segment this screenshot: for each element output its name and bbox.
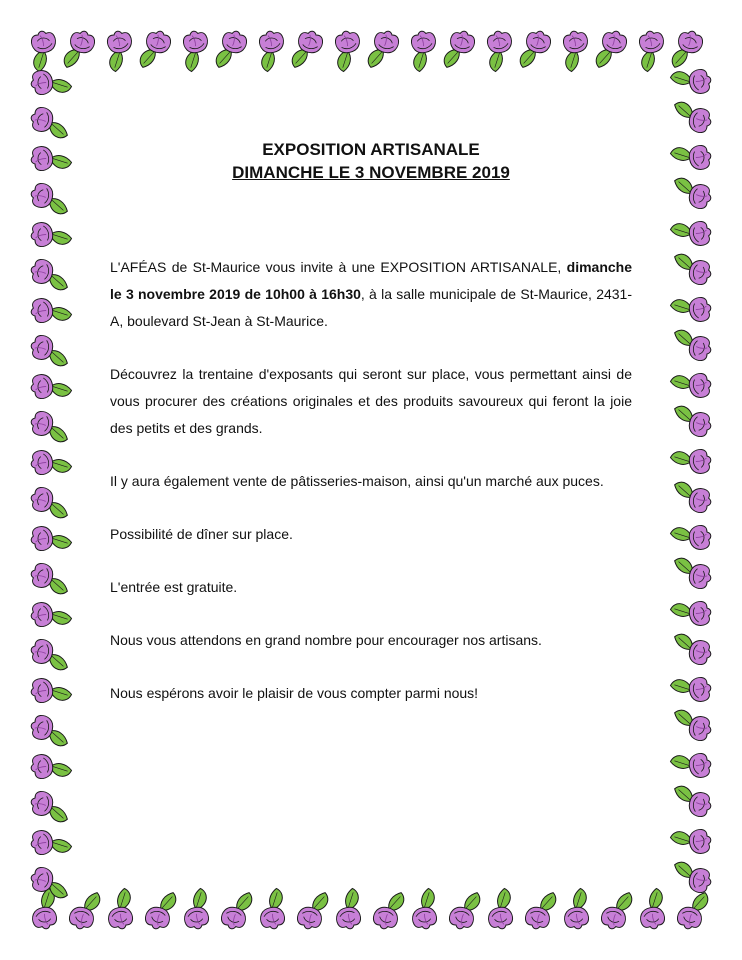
flower-border-icon [670, 597, 714, 631]
invitation-date-time: dimanche le 3 novembre 2019 de 10h00 à 16h30 [110, 259, 632, 302]
flower-border-icon [28, 638, 72, 672]
flower-border-icon [670, 825, 714, 859]
flower-border-icon [103, 888, 137, 932]
flower-border-icon [29, 65, 73, 99]
paragraph-pastries: Il y aura également vente de pâtisseries-maison, ainsi qu'un marché aux puces. [110, 473, 604, 489]
flower-border-icon [28, 182, 72, 216]
flower-border-icon [139, 28, 173, 72]
flower-border-icon [255, 29, 289, 73]
event-date-heading: DIMANCHE LE 3 NOVEMBRE 2019 [232, 163, 510, 182]
flower-border-icon [670, 141, 714, 175]
flower-border-icon [215, 28, 249, 72]
flower-border-icon [670, 785, 714, 819]
flower-border-icon [29, 293, 73, 327]
flower-border-icon [29, 673, 73, 707]
flower-border-icon [670, 749, 714, 783]
paragraph-attendance: Nous vous attendons en grand nombre pour encourager nos artisans. [110, 632, 542, 648]
flower-border-icon [559, 888, 593, 932]
paragraph-dinner: Possibilité de dîner sur place. [110, 526, 293, 542]
flower-border-icon [291, 28, 325, 72]
flower-border-icon [28, 334, 72, 368]
flower-border-icon [670, 369, 714, 403]
flower-border-icon [220, 888, 254, 932]
paragraphs [110, 254, 632, 707]
paragraph-closing: Nous espérons avoir le plaisir de vous compter parmi nous! [110, 685, 479, 701]
flower-border-icon [670, 521, 714, 555]
flower-border-icon [670, 557, 714, 591]
flower-border-icon [670, 633, 714, 667]
flower-border-icon [28, 106, 72, 140]
flower-border-icon [179, 29, 213, 73]
flower-border-icon [670, 329, 714, 363]
flower-border-icon [483, 29, 517, 73]
paragraph-invitation [110, 254, 632, 335]
document-body [110, 138, 632, 733]
flower-border-icon [28, 486, 72, 520]
flower-border-icon [29, 521, 73, 555]
flower-border-icon [670, 293, 714, 327]
flower-border-icon [68, 888, 102, 932]
flower-border-icon [600, 888, 634, 932]
flower-border-icon [670, 65, 714, 99]
flower-border-icon [670, 405, 714, 439]
flower-border-icon [671, 28, 705, 72]
flower-border-icon [63, 28, 97, 72]
flower-border-icon [331, 29, 365, 73]
flower-border-icon [407, 888, 441, 932]
flower-border-icon [676, 888, 710, 932]
flower-border-icon [255, 888, 289, 932]
flower-border-icon [670, 445, 714, 479]
invitation-text-end: , à la salle municipale de St-Maurice, 2431-A, boulevard St-Jean à St-Maurice. [110, 286, 633, 329]
flower-border-icon [670, 101, 714, 135]
flower-border-icon [331, 888, 365, 932]
flower-border-icon [103, 29, 137, 73]
flower-border-icon [670, 709, 714, 743]
flower-border-icon [367, 28, 401, 72]
flower-border-icon [29, 141, 73, 175]
flower-border-icon [29, 217, 73, 251]
flower-border-icon [29, 825, 73, 859]
flower-border-icon [372, 888, 406, 932]
flower-border-icon [670, 673, 714, 707]
flower-border-icon [29, 749, 73, 783]
flower-border-icon [524, 888, 558, 932]
flower-border-icon [443, 28, 477, 72]
flower-border-icon [670, 861, 714, 895]
flower-border-icon [635, 29, 669, 73]
paragraph-exhibitors: Découvrez la trentaine d'exposants qui seront sur place, vous permettant ainsi de vous procurer des créations originales et des produits savoureux qui feront la joie des petits et des grands. [110, 366, 632, 436]
flower-border-icon [670, 177, 714, 211]
flower-border-icon [28, 562, 72, 596]
flower-border-icon [29, 445, 73, 479]
flower-border-icon [144, 888, 178, 932]
flower-border-icon [670, 481, 714, 515]
flower-border-icon [27, 29, 61, 73]
flower-border-icon [448, 888, 482, 932]
flower-border-icon [670, 217, 714, 251]
flower-border-icon [595, 28, 629, 72]
flower-border-icon [519, 28, 553, 72]
flower-border-icon [29, 597, 73, 631]
flower-border-icon [296, 888, 330, 932]
flower-border-icon [28, 714, 72, 748]
flower-border-icon [407, 29, 441, 73]
flower-border-icon [179, 888, 213, 932]
flower-border-icon [559, 29, 593, 73]
flower-border-icon [28, 258, 72, 292]
paragraph-entry: L'entrée est gratuite. [110, 579, 238, 595]
flower-border-icon [28, 410, 72, 444]
invitation-text-start: L'AFÉAS de St-Maurice vous invite à une EXPOSITION ARTISANALE, [110, 259, 562, 275]
flower-border-icon [28, 790, 72, 824]
flower-border-icon [635, 888, 669, 932]
flower-border-icon [670, 253, 714, 287]
flower-border-icon [483, 888, 517, 932]
page-title: EXPOSITION ARTISANALE [262, 140, 480, 159]
flower-border-icon [29, 369, 73, 403]
